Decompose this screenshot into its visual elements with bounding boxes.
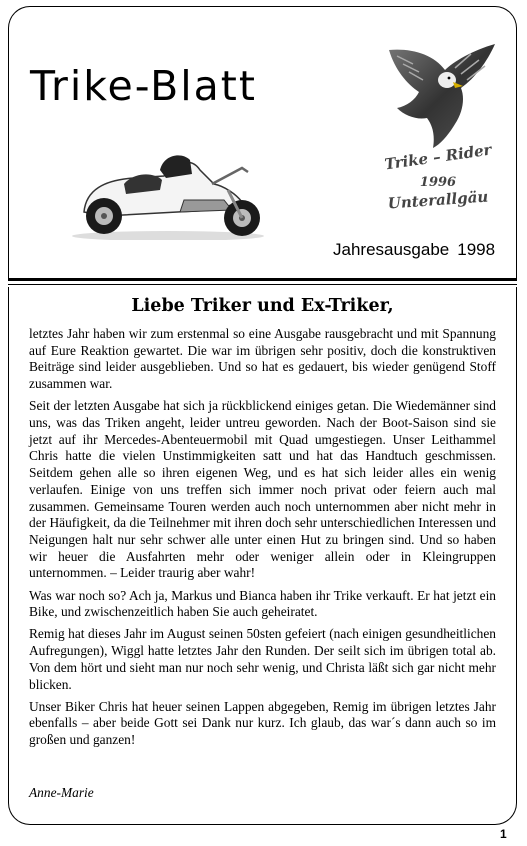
article-paragraph: Unser Biker Chris hat heuer seinen Lappen abgegeben, Remig im übrigen letztes Jahr ebenfalls – aber beide Gott sei Dank nur kurz. Ich glaub, das war´s dann auch so im großen und ganzen! [29, 698, 496, 748]
stamp-line-3: Unterallgäu [387, 187, 489, 213]
stamp-line-1: Trike – Rider [383, 140, 493, 174]
article-signature: Anne-Marie [29, 785, 94, 800]
eagle-logo-icon [383, 40, 499, 150]
club-stamp [368, 140, 508, 218]
page-number: 1 [500, 827, 507, 841]
edition-year: 1998 [457, 240, 496, 259]
article-paragraph: Seit der letzten Ausgabe hat sich ja rückblickend einiges getan. Die Wiedemänner sind uns, was das Triken angeht, leider untreu geworden. Nach der Boot-Saison sind sie jetzt auf ihr Mercedes-Abenteuermobil mit Quad umgestiegen. Unser Leithammel Chris hatte die vielen Unstimmigkeiten satt und hat das Handtuch geschmissen. Seitdem gehen alle so ihren eigenen Weg, und es hat sich leider alles ein wenig verlaufen. Einige von uns treffen sich immer noch privat oder feiern auch mal zusammen. Gemeinsame Touren werden auch noch unternommen aber nicht mehr in der Häufigkeit, da die Teilnehmer mit ihren doch sehr unterschiedlichen Interessen und Neigungen halt nur sehr schwer alle unter einen Hut zu bringen sind. Und so haben wir heuer die Ausfahrten mehr oder weniger allein oder in Kleingruppen unternommen. – Leider traurig aber wahr! [29, 398, 496, 581]
trike-photo-icon [64, 150, 272, 240]
header-divider-thin [8, 284, 517, 285]
edition-label: Jahresausgabe [333, 240, 450, 259]
stamp-line-2: 1996 [419, 175, 457, 190]
article-body [29, 326, 496, 754]
article-paragraph: Remig hat dieses Jahr im August seinen 50sten gefeiert (nach einigen gesundheitlichen Aufregungen), Wiggl hatte letztes Jahr den Runden. Der seilt sich im übrigen total ab. Von dem hört und sieht man nur noch sehr wenig, und Christa läßt sich gar nicht mehr blicken. [29, 626, 496, 692]
article-heading: Liebe Triker und Ex-Triker, [131, 296, 394, 316]
article-paragraph: letztes Jahr haben wir zum erstenmal so eine Ausgabe rausgebracht und mit Spannung auf Eure Reaktion gewartet. Die war im übrigen sehr positiv, doch die konstruktiven Beiträge sind leider ausgeblieben. Und so hat es gedauert, bis wieder genügend Stoff zusammen war. [29, 326, 496, 392]
header-divider-thick [8, 278, 517, 281]
article-paragraph: Was war noch so? Ach ja, Markus und Bianca haben ihr Trike verkauft. Er hat jetzt ein Bike, und zwischenzeitlich haben Sie auch geheiratet. [29, 587, 496, 620]
newsletter-title: Trike-Blatt [30, 62, 257, 110]
edition-info [333, 240, 495, 260]
